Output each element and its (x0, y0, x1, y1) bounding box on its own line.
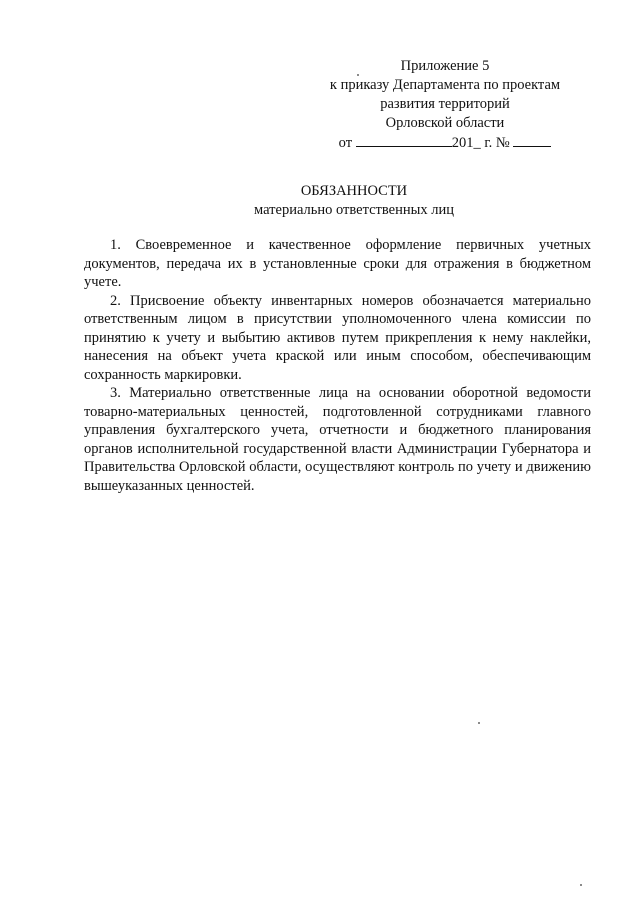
appendix-order-ref: к приказу Департамента по проектам (329, 77, 561, 93)
appendix-number: Приложение 5 (400, 58, 490, 74)
duty-paragraph-2: 2. Присвоение объекту инвентарных номеров обозначается материально ответственным лицом в присутствии уполномоченного члена комиссии по принятию к учету и выбытию активов путем прикрепления к нему наклейки, нанесения на объект учета краской или иным способом, обеспечивающим сохранность маркировки. (84, 292, 591, 383)
appendix-date-line (300, 134, 590, 153)
appendix-header (300, 57, 590, 153)
date-year-number: 201_ г. № (451, 135, 510, 151)
date-prefix: от (338, 135, 353, 151)
scan-speck (580, 884, 582, 886)
appendix-department: развития территорий (380, 96, 510, 112)
appendix-region: Орловской области (385, 115, 505, 131)
number-blank (513, 134, 551, 147)
date-blank (356, 134, 452, 147)
scan-speck (478, 722, 480, 724)
duties-list (84, 236, 591, 495)
document-title: ОБЯЗАННОСТИ (300, 183, 408, 199)
document-subtitle: материально ответственных лиц (254, 202, 454, 218)
duty-paragraph-1: 1. Своевременное и качественное оформление первичных учетных документов, передача их в установленные сроки для отражения в бюджетном учете. (84, 237, 591, 290)
duty-paragraph-3: 3. Материально ответственные лица на основании оборотной ведомости товарно-материальных ценностей, подготовленной сотрудниками главного управления бухгалтерского учета, отчетности и бюджетного планирования органов исполнительной государственной власти Администрации Губернатора и Правительства Орловской области, осуществляют контроль по учету и движению вышеуказанных ценностей. (84, 385, 591, 494)
